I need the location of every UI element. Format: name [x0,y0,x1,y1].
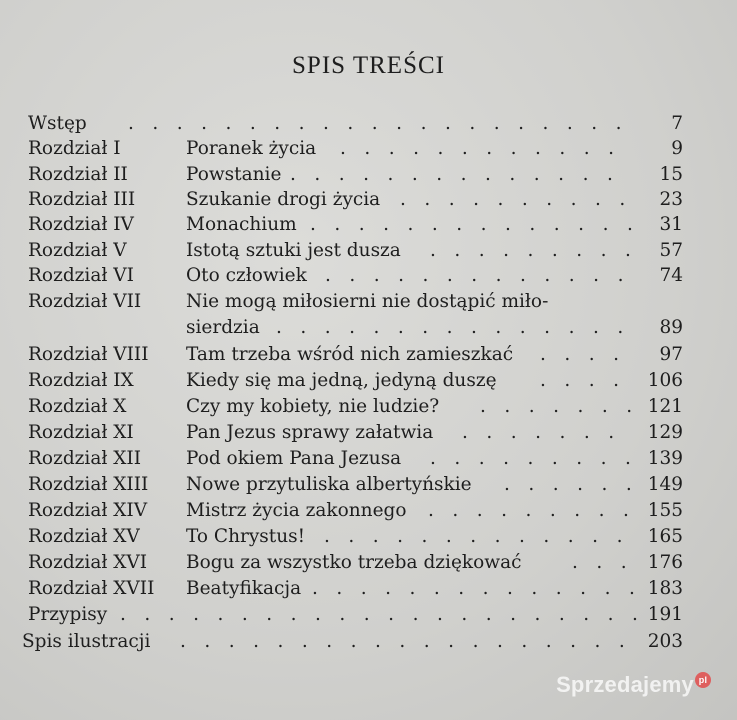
toc-entry [0,263,737,289]
toc-leader-dots: . . . . [540,344,620,365]
toc-leader-dots: . . . . [540,370,620,391]
watermark-logo [556,672,711,698]
toc-label: Rozdział X [28,396,127,417]
toc-entry [0,576,737,602]
toc-leader-dots: . . . . . . . . . . . . . . . [276,317,624,338]
toc-label: Rozdział IX [28,370,134,391]
watermark-badge: pl [695,672,711,688]
toc-page-number: 191 [647,604,683,625]
toc-page-number: 97 [659,344,683,365]
toc-chapter-title: Nie mogą miłosierni nie dostąpić miło- [186,291,549,312]
toc-chapter-title: Oto człowiek [186,265,307,286]
toc-label: Rozdział XIII [28,474,149,495]
toc-entry [0,602,737,628]
toc-chapter-title: Bogu za wszystko trzeba dziękować [186,552,522,573]
toc-chapter-title: Istotą sztuki jest dusza [186,240,401,261]
toc-chapter-title-continued: sierdzia [186,317,260,338]
toc-label: Rozdział VI [28,265,134,286]
toc-label: Rozdział IV [28,214,134,235]
toc-leader-dots: . . . . . . . . . . . . . . . . . . . . . [128,113,622,134]
toc-page-number: 183 [647,578,683,599]
toc-entry [0,550,737,576]
toc-page-number: 23 [659,189,683,210]
toc-chapter-title: Powstanie [186,164,282,185]
toc-label: Rozdział XIV [28,500,148,521]
toc-leader-dots: . . . . . . . . . . . . . . [310,214,633,235]
toc-chapter-title: Mistrz życia zakonnego [186,500,407,521]
toc-entry [0,420,737,446]
toc-page-number: 203 [647,631,683,652]
toc-chapter-title: Czy my kobiety, nie ludzie? [186,396,440,417]
toc-label: Rozdział VII [28,291,142,312]
toc-page-number: 139 [647,448,683,469]
toc-leader-dots: . . . . . . [504,474,632,495]
toc-leader-dots: . . . . . . . . . . . . . . [312,578,635,599]
toc-chapter-title: To Chrystus! [186,526,306,547]
toc-entry [0,394,737,420]
toc-label: Rozdział XI [28,422,134,443]
toc-leader-dots: . . . . . . . . . . . . . [324,526,623,547]
toc-page-number: 165 [647,526,683,547]
toc-leader-dots: . . . . . . . [462,422,615,443]
toc-page-number: 106 [647,370,683,391]
toc-leader-dots: . . . . . . . . . . . . [340,138,615,159]
toc-chapter-title: Monachium [186,214,297,235]
toc-leader-dots: . . . . . . . . . [428,500,629,521]
toc-label: Rozdział I [28,138,121,159]
toc-page-number: 57 [659,240,683,261]
toc-label: Rozdział VIII [28,344,149,365]
toc-chapter-title: Pod okiem Pana Jezusa [186,448,402,469]
toc-label: Rozdział III [28,189,136,210]
toc-leader-dots: . . . . . . . . . . . . . . [290,164,613,185]
toc-page-number: 74 [659,265,683,286]
toc-entry [0,238,737,264]
toc-label: Rozdział XVI [28,552,148,573]
toc-chapter-title: Kiedy się ma jedną, jedyną duszę [186,370,497,391]
toc-page-number: 176 [647,552,683,573]
toc-label: Rozdział XII [28,448,142,469]
toc-page-number: 149 [647,474,683,495]
toc-label: Spis ilustracji [22,631,151,652]
toc-leader-dots: . . . . . . . . . [430,448,631,469]
toc-entry [0,187,737,213]
toc-entry [0,111,737,137]
toc-chapter-title: Nowe przytuliska albertyńskie [186,474,472,495]
toc-leader-dots: . . . . . . . . . . [400,189,626,210]
toc-label: Rozdział II [28,164,128,185]
toc-leader-dots: . . . . . . . . . . . . . [325,265,624,286]
page-title: SPIS TREŚCI [292,52,445,79]
toc-entry [0,629,737,655]
toc-page-number: 31 [659,214,683,235]
toc-page-number: 15 [659,164,683,185]
toc-entry [0,368,737,394]
toc-entry [0,136,737,162]
toc-leader-dots: . . . . . . . [480,396,633,417]
toc-entry [0,472,737,498]
toc-chapter-title: Pan Jezus sprawy załatwia [186,422,434,443]
toc-page-number: 155 [647,500,683,521]
watermark-text: Sprzedajemy [556,672,694,697]
toc-page-number: 7 [671,113,683,134]
toc-entry [0,446,737,472]
toc-label: Rozdział XVII [28,578,155,599]
toc-label: Wstęp [28,113,87,134]
toc-entry [0,524,737,550]
toc-leader-dots: . . . . . . . . . [430,240,631,261]
toc-entry [0,289,737,341]
toc-label: Rozdział V [28,240,127,261]
toc-page-number: 129 [647,422,683,443]
toc-chapter-title: Szukanie drogi życia [186,189,381,210]
toc-chapter-title: Tam trzeba wśród nich zamieszkać [186,344,514,365]
toc-entry [0,212,737,238]
toc-entry [0,162,737,188]
toc-page-number: 121 [647,396,683,417]
toc-entry [0,498,737,524]
toc-chapter-title: Poranek życia [186,138,317,159]
toc-chapter-title: Beatyfikacja [186,578,302,599]
toc-leader-dots: . . . . . . . . . . . . . . . . . . . . . . [120,604,638,625]
toc-entry [0,342,737,368]
toc-leader-dots: . . . . . . . . . . . . . . . . . . . [180,631,625,652]
toc-page-number: 9 [671,138,683,159]
toc-label: Rozdział XV [28,526,140,547]
toc-page-number: 89 [659,317,683,338]
toc-label: Przypisy [28,604,108,625]
toc-leader-dots: . . . [572,552,627,573]
